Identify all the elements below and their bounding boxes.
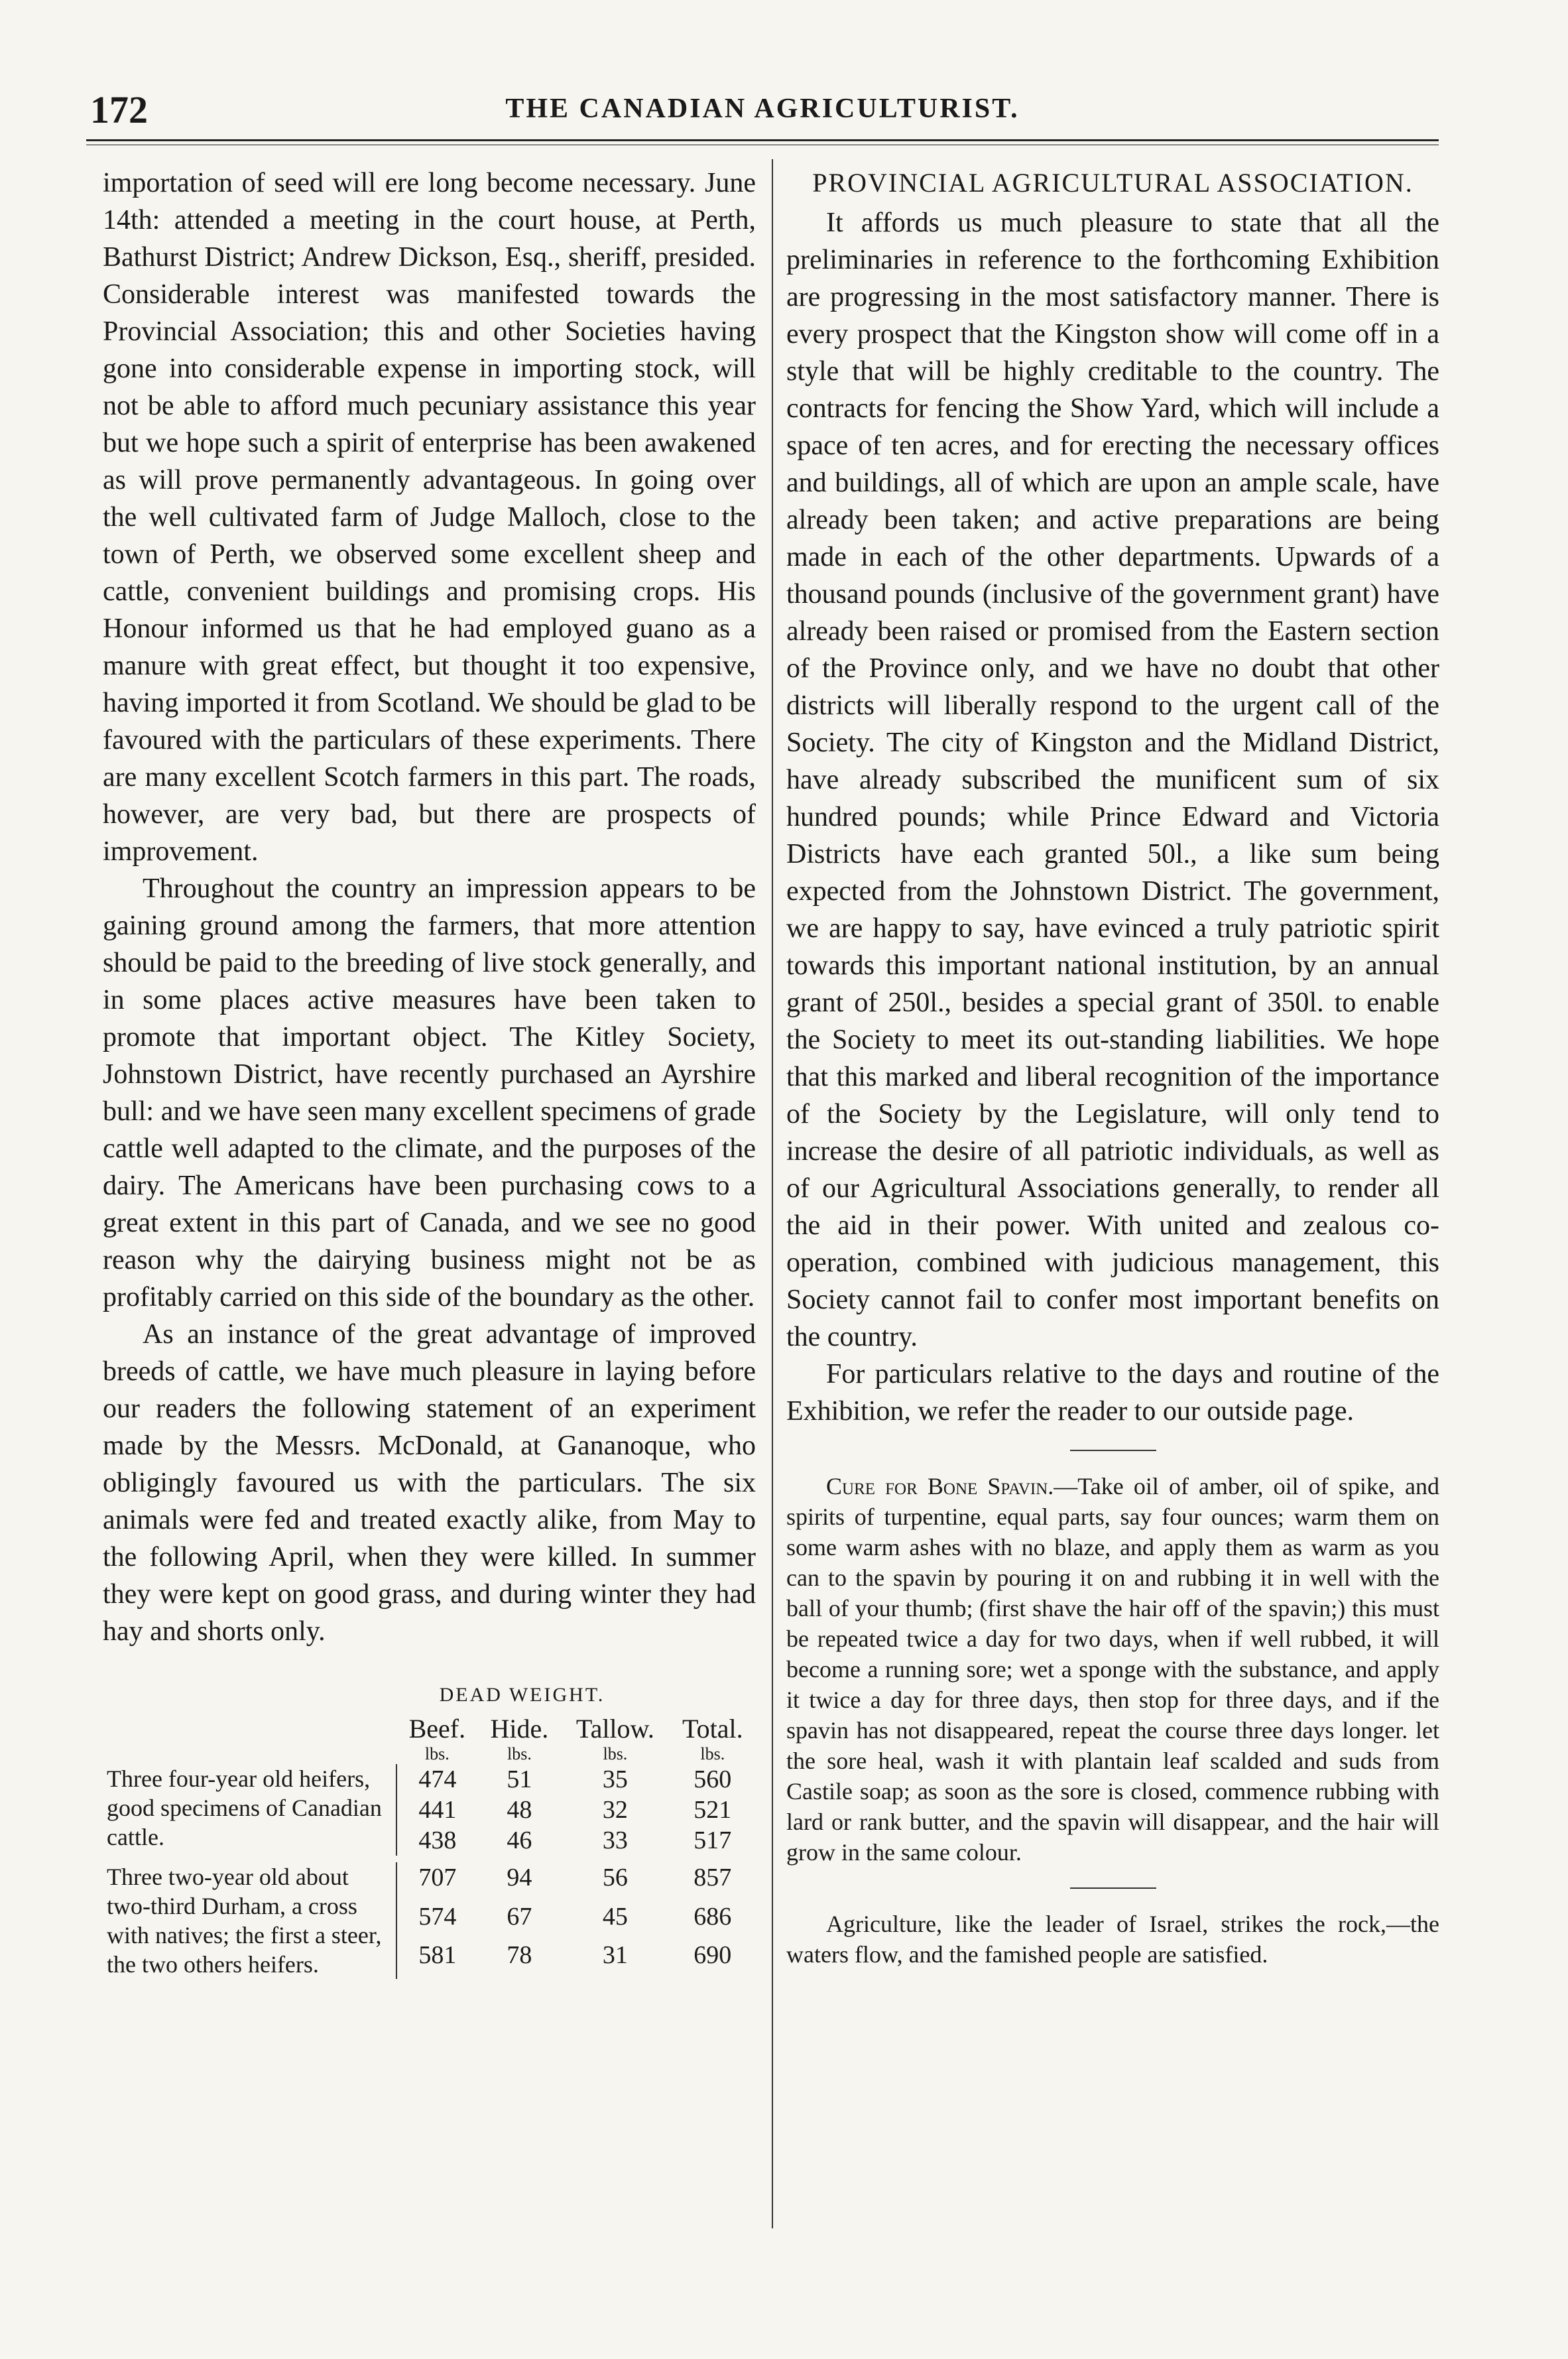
table-cell: 857	[694, 1864, 732, 1891]
table-header-empty	[103, 1714, 396, 1744]
table-cell: 33	[602, 1826, 628, 1854]
table-cell: 690	[694, 1941, 732, 1970]
table-spacer-cell	[103, 1856, 756, 1862]
table-cell: 438	[418, 1826, 457, 1854]
table-unit: lbs.	[424, 1744, 450, 1763]
dead-weight-table	[103, 1714, 756, 1979]
table-group-description: Three two-year old about two-third Durham, a cross with natives; the first a steer, the two others heifers.	[103, 1862, 396, 1979]
right-paragraph-1: It affords us much pleasure to state that all the preliminaries in reference to the forthcoming Exhibition are progressing in the most satisfactory manner. There is every prospect that the Kingston show will come off in a style that will be highly creditable to the country. The contracts for fencing the Show Yard, which will include a space of ten acres, and for erecting the necessary offices and buildings, all of which are upon an ample scale, have already been taken; and active preparations are being made in each of the other departments. Upwards of a thousand pounds (inclusive of the government grant) have already been raised or promised from the Eastern section of the Province only, and we have no doubt that other districts will liberally respond to the urgent call of the Society. The city of Kingston and the Midland District, have already subscribed the munificent sum of six hundred pounds; while Prince Edward and Victoria Districts have each granted 50l., a like sum being expected from the Johnstown District. The government, we are happy to say, have evinced a truly patriotic spirit towards this important national institution, by an annual grant of 250l., besides a special grant of 350l. to enable the Society to meet its out-standing liabilities. We hope that this marked and liberal recognition of the importance of the Society by the Legislature, will only tend to increase the desire of all patriotic individuals, as well as of our Agricultural Associations generally, to render all the aid in their power. With united and zealous co-operation, combined with judicious management, this Society cannot fail to confer most important benefits on the country.	[786, 208, 1439, 1352]
table-cell: 521	[694, 1796, 732, 1824]
left-paragraph-3: As an instance of the great advantage of improved breeds of cattle, we have much pleasure in laying before our readers the following statement of an experiment made by the Messrs. McDonald, at Gananoque, who obligingly favoured us with the particulars. The six animals were fed and treated exactly alike, from May to the following April, when they were killed. In summer they were kept on good grass, and during winter they had hay and shorts only.	[103, 1319, 756, 1647]
page-header	[86, 85, 1439, 131]
section-divider	[1070, 1887, 1156, 1889]
table-unit: lbs.	[700, 1744, 725, 1763]
table-cell: 48	[507, 1796, 532, 1824]
table-cell: 45	[602, 1902, 628, 1931]
table-header-row	[103, 1714, 756, 1744]
dead-weight-table-block	[103, 1677, 756, 1979]
table-row	[103, 1764, 756, 1795]
table-units-empty	[103, 1744, 396, 1764]
spavin-paragraph	[786, 1471, 1439, 1868]
column-divider	[772, 159, 773, 2228]
table-header-tallow: Tallow.	[575, 1714, 654, 1744]
table-cell: 46	[507, 1826, 532, 1854]
table-cell: 441	[418, 1796, 457, 1824]
table-header-hide: Hide.	[490, 1714, 549, 1744]
header-rule	[86, 139, 1439, 141]
left-paragraph-2: Throughout the country an impression appears to be gaining ground among the farmers, that more attention should be paid to the breeding of live stock generally, and in some places active measures have been taken to promote that important object. The Kitley Society, Johnstown District, have recently purchased an Ayrshire bull: and we have seen many excellent specimens of grade cattle well adapted to the climate, and the purposes of the dairy. The Americans have been purchasing cows to a great extent in this part of Canada, and we see no good reason why the dairying business might not be as profitably carried on this side of the boundary as the other.	[103, 873, 756, 1312]
closing-paragraph: Agriculture, like the leader of Israel, strikes the rock,—the waters flow, and the famished people are satisfied.	[786, 1911, 1439, 1968]
table-cell: 686	[694, 1902, 732, 1931]
table-cell: 517	[694, 1826, 732, 1854]
table-cell: 35	[602, 1765, 628, 1793]
table-group-description: Three four-year old heifers, good specimens of Canadian cattle.	[103, 1764, 396, 1856]
left-column	[103, 164, 756, 1979]
table-cell: 707	[418, 1864, 457, 1891]
right-column	[786, 164, 1439, 1970]
table-cell: 56	[602, 1864, 628, 1891]
table-cell: 94	[507, 1864, 532, 1891]
right-paragraph-2: For particulars relative to the days and routine of the Exhibition, we refer the reader to our outside page.	[786, 1359, 1439, 1427]
table-cell: 51	[507, 1765, 532, 1793]
left-paragraph-1: importation of seed will ere long become necessary. June 14th: attended a meeting in the court house, at Perth, Bathurst District; Andrew Dickson, Esq., sheriff, presided. Considerable interest was manifested towards the Provincial Association; this and other Societies having gone into considerable expense in importing stock, will not be able to afford much pecuniary assistance this year but we hope such a spirit of enterprise has been awakened as will prove permanently advantageous. In going over the well cultivated farm of Judge Malloch, close to the town of Perth, we observed some excellent sheep and cattle, convenient buildings and promising crops. His Honour informed us that he had employed guano as a manure with great effect, but thought it too expensive, having imported it from Scotland. We should be glad to be favoured with the particulars of these experiments. There are many excellent Scotch farmers in this part. The roads, however, are very bad, but there are prospects of improvement.	[103, 168, 756, 867]
table-cell: 31	[602, 1941, 628, 1970]
table-spacer	[103, 1856, 756, 1862]
running-title: THE CANADIAN AGRICULTURIST.	[505, 94, 1020, 124]
table-cell: 560	[694, 1765, 732, 1793]
table-cell: 474	[418, 1765, 457, 1793]
table-row	[103, 1862, 756, 1901]
spavin-text: —Take oil of amber, oil of spike, and spirits of turpentine, equal parts, say four ounces; warm them on some warm ashes with no blaze, and apply them as warm as you can to the spavin by pouring it on and rubbing it in well with the ball of your thumb; (first shave the hair off of the spavin;) this must be repeated twice a day for two days, when if well rubbed, it will become a running sore; wet a sponge with the substance, and apply it twice a day for three days, then stop for three days, and if the spavin has not disappeared, repeat the course three days longer. let the sore heal, wash it with plantain leaf scalded and suds from Castile soap; as soon as the sore is closed, commence rubbing with lard or rank butter, and the spavin will disappear, and the hair will grow in the same colour.	[786, 1473, 1439, 1866]
table-unit: lbs.	[603, 1744, 628, 1763]
page-number: 172	[90, 88, 148, 131]
section-divider	[1070, 1450, 1156, 1451]
table-title: DEAD WEIGHT.	[439, 1684, 605, 1706]
table-cell: 78	[507, 1941, 532, 1970]
table-units-row	[103, 1744, 756, 1764]
table-header-total: Total.	[682, 1714, 743, 1744]
table-header-beef: Beef.	[408, 1714, 466, 1744]
table-cell: 574	[418, 1902, 457, 1931]
section-title: PROVINCIAL AGRICULTURAL ASSOCIATION.	[812, 168, 1414, 198]
table-cell: 32	[602, 1796, 628, 1824]
table-unit: lbs.	[507, 1744, 532, 1763]
table-cell: 67	[507, 1902, 532, 1931]
spavin-heading: Cure for Bone Spavin.	[826, 1473, 1054, 1499]
table-cell: 581	[418, 1941, 457, 1970]
